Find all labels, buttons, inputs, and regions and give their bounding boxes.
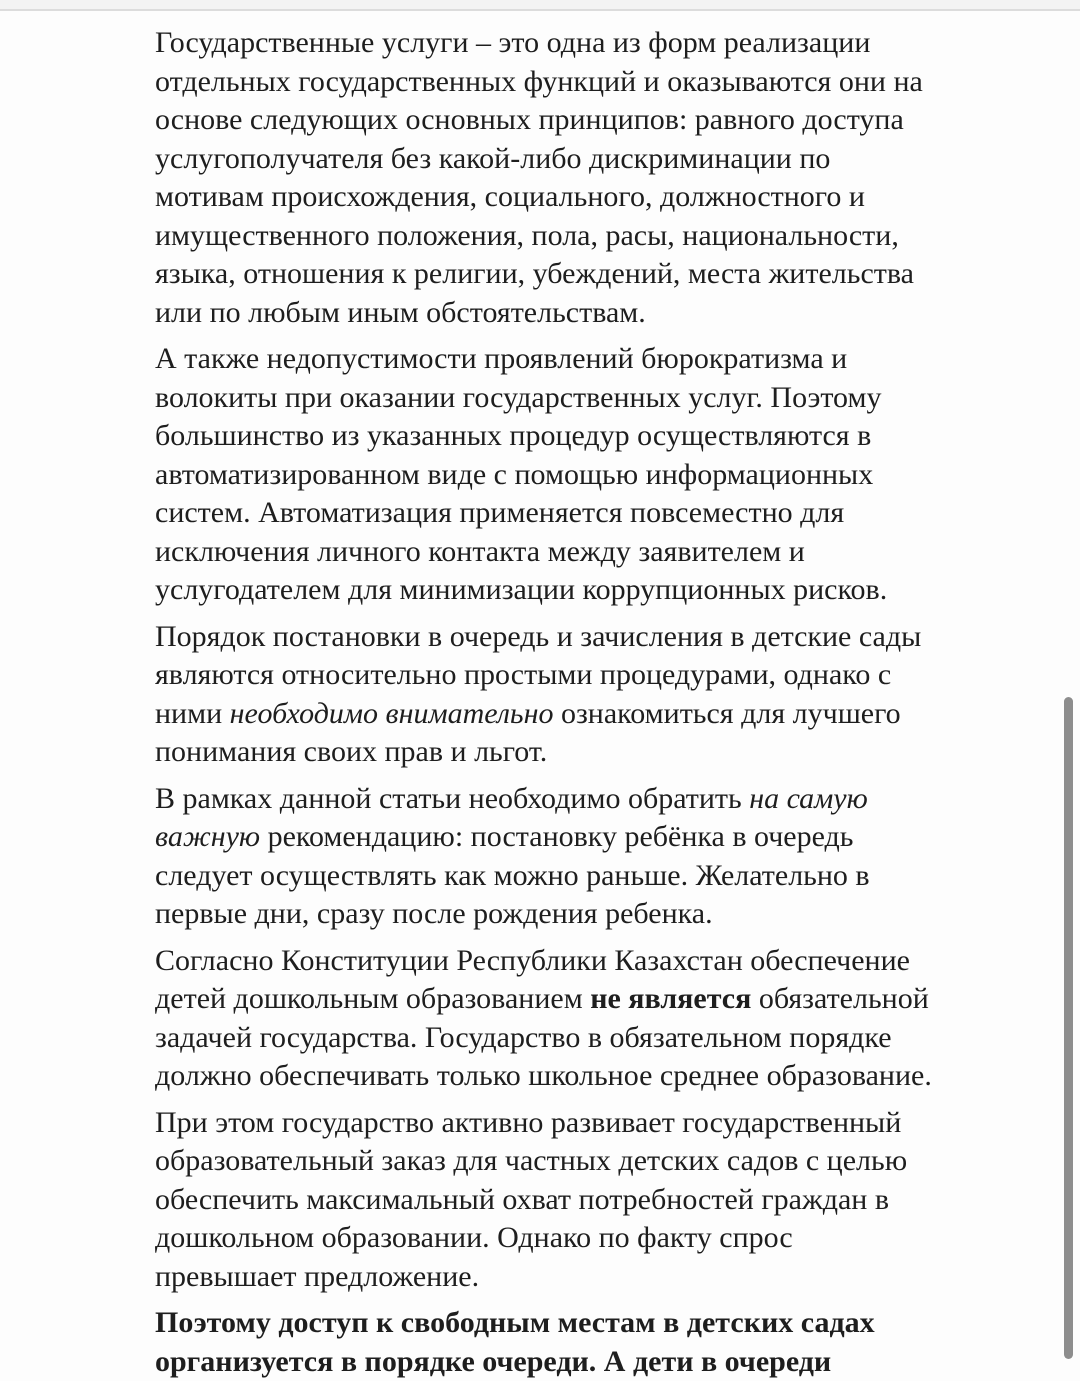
body-text: детей дошкольным образованием bbox=[155, 982, 590, 1015]
body-text: автоматизированном виде с помощью информационных bbox=[155, 458, 873, 491]
body-text: следует осуществлять как можно раньше. Желательно в bbox=[155, 859, 870, 892]
body-text: Государственные услуги – это одна из форм реализации bbox=[155, 26, 870, 59]
body-text: языка, отношения к религии, убеждений, места жительства bbox=[155, 257, 914, 290]
body-text: услугополучателя без какой-либо дискриминации по bbox=[155, 142, 830, 175]
text-line bbox=[155, 456, 1025, 495]
paragraph bbox=[155, 942, 1025, 1096]
text-line bbox=[155, 1304, 1025, 1343]
body-text: первые дни, сразу после рождения ребенка. bbox=[155, 897, 713, 930]
text-line bbox=[155, 1181, 1025, 1220]
emphasized-text: необходимо внимательно bbox=[230, 697, 554, 730]
body-text: отдельных государственных функций и оказываются они на bbox=[155, 65, 923, 98]
text-line bbox=[155, 618, 1025, 657]
top-divider bbox=[0, 0, 1080, 11]
paragraph bbox=[155, 1304, 1025, 1381]
text-line bbox=[155, 340, 1025, 379]
paragraph bbox=[155, 1104, 1025, 1297]
text-line bbox=[155, 178, 1025, 217]
text-line bbox=[155, 417, 1025, 456]
text-line bbox=[155, 101, 1025, 140]
paragraph bbox=[155, 780, 1025, 934]
text-line bbox=[155, 1219, 1025, 1258]
body-text: превышает предложение. bbox=[155, 1260, 479, 1293]
text-line bbox=[155, 379, 1025, 418]
body-text: мотивам происхождения, социального, должностного и bbox=[155, 180, 865, 213]
body-text: исключения личного контакта между заявителем и bbox=[155, 535, 805, 568]
body-text: обеспечить максимальный охват потребностей граждан в bbox=[155, 1183, 889, 1216]
text-line bbox=[155, 895, 1025, 934]
body-text: Поэтому доступ к свободным местам в детских садах bbox=[155, 1306, 875, 1339]
body-text: имущественного положения, пола, расы, национальности, bbox=[155, 219, 899, 252]
body-text: рекомендацию: постановку ребёнка в очередь bbox=[260, 820, 853, 853]
text-line bbox=[155, 494, 1025, 533]
text-line bbox=[155, 24, 1025, 63]
body-text: Порядок постановки в очередь и зачисления в детские сады bbox=[155, 620, 921, 653]
text-line bbox=[155, 780, 1025, 819]
body-text: услугодателем для минимизации коррупционных рисков. bbox=[155, 573, 887, 606]
body-text: систем. Автоматизация применяется повсеместно для bbox=[155, 496, 844, 529]
body-text: Согласно Конституции Республики Казахстан обеспечение bbox=[155, 944, 910, 977]
body-text: задачей государства. Государство в обязательном порядке bbox=[155, 1021, 892, 1054]
body-text: или по любым иным обстоятельствам. bbox=[155, 296, 646, 329]
text-line bbox=[155, 294, 1025, 333]
body-text: основе следующих основных принципов: равного доступа bbox=[155, 103, 904, 136]
text-line bbox=[155, 818, 1025, 857]
article-text bbox=[0, 11, 1025, 1381]
text-line bbox=[155, 1057, 1025, 1096]
text-line bbox=[155, 217, 1025, 256]
body-text: В рамках данной статьи необходимо обратить bbox=[155, 782, 749, 815]
body-text: ознакомиться для лучшего bbox=[553, 697, 900, 730]
body-text: являются относительно простыми процедурами, однако с bbox=[155, 658, 891, 691]
body-text: А также недопустимости проявлений бюрократизма и bbox=[155, 342, 847, 375]
text-line bbox=[155, 140, 1025, 179]
text-line bbox=[155, 1142, 1025, 1181]
text-line bbox=[155, 695, 1025, 734]
scrollbar-thumb[interactable] bbox=[1064, 697, 1073, 1359]
body-text: должно обеспечивать только школьное среднее образование. bbox=[155, 1059, 932, 1092]
body-text: При этом государство активно развивает государственный bbox=[155, 1106, 901, 1139]
body-text: волокиты при оказании государственных услуг. Поэтому bbox=[155, 381, 881, 414]
text-line bbox=[155, 942, 1025, 981]
body-text: образовательный заказ для частных детских садов с целью bbox=[155, 1144, 907, 1177]
body-text: большинство из указанных процедур осуществляются в bbox=[155, 419, 871, 452]
text-line bbox=[155, 571, 1025, 610]
body-text: организуется в порядке очереди. А дети в очереди bbox=[155, 1345, 831, 1378]
emphasized-text: важную bbox=[155, 820, 260, 853]
body-text: обязательной bbox=[751, 982, 928, 1015]
paragraph bbox=[155, 340, 1025, 610]
emphasized-text: на самую bbox=[749, 782, 868, 815]
paragraph bbox=[155, 24, 1025, 332]
paragraph bbox=[155, 618, 1025, 772]
body-text: понимания своих прав и льгот. bbox=[155, 735, 547, 768]
text-line bbox=[155, 980, 1025, 1019]
text-line bbox=[155, 656, 1025, 695]
text-line bbox=[155, 1343, 1025, 1381]
bold-text: не является bbox=[590, 982, 751, 1015]
body-text: ними bbox=[155, 697, 230, 730]
text-line bbox=[155, 533, 1025, 572]
text-line bbox=[155, 1258, 1025, 1297]
text-line bbox=[155, 733, 1025, 772]
text-line bbox=[155, 63, 1025, 102]
body-text: дошкольном образовании. Однако по факту спрос bbox=[155, 1221, 793, 1254]
text-line bbox=[155, 255, 1025, 294]
text-line bbox=[155, 1019, 1025, 1058]
text-line bbox=[155, 857, 1025, 896]
text-line bbox=[155, 1104, 1025, 1143]
